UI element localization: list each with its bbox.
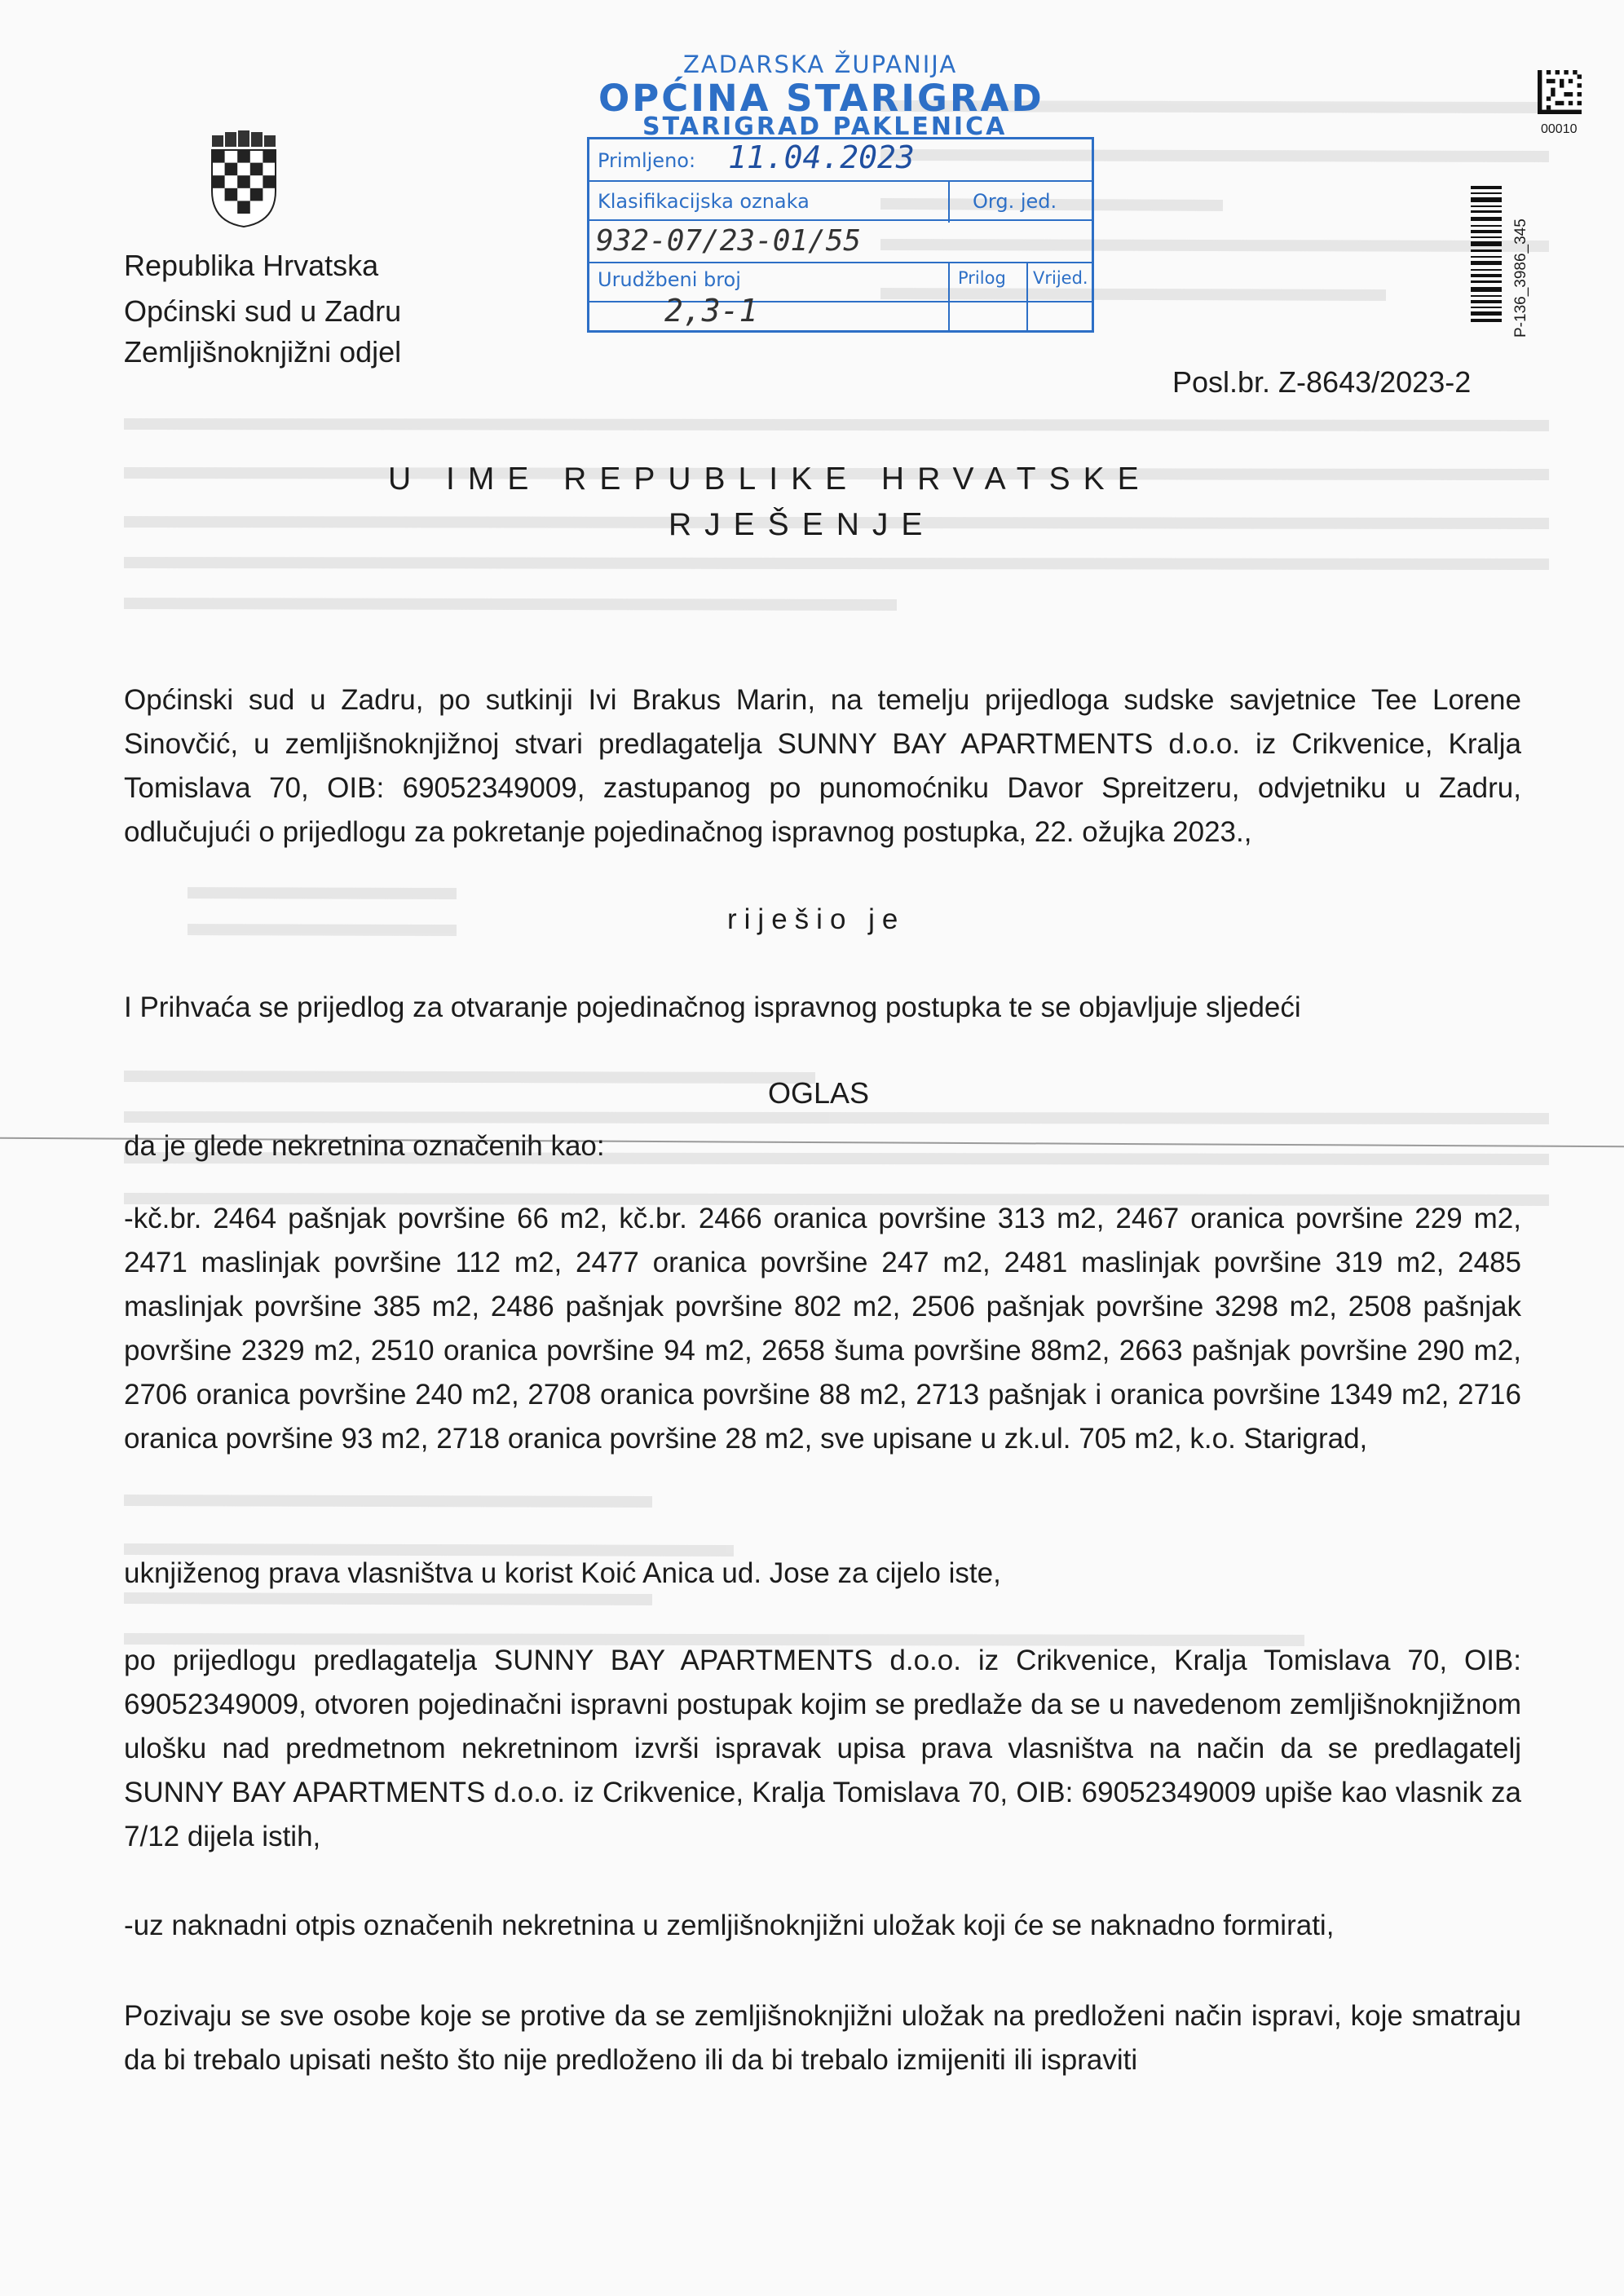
stamp-received-label: Primljeno: (598, 149, 696, 172)
stamp-org-label: Org. jed. (973, 190, 1057, 213)
ruling-line: riješio je (727, 903, 906, 935)
stamp-classification-value: 932-07/23-01/55 (596, 224, 862, 258)
parcel-list: -kč.br. 2464 pašnjak površine 66 m2, kč.br. 2466 oranica površine 313 m2, 2467 oranica površine 229 m2, 2471 maslinjak površine 112 m2, 2477 oranica površine 247 m2, 2481 maslinjak površine 319 m2, 2485 maslinjak površine 385 m2, 2486 pašnjak površine 802 m2, 2506 pašnjak površine 3298 m2, 2508 pašnjak površine 2329 m2, 2510 oranica površine 94 m2, 2658 šuma površine 88m2, 2663 pašnjak površine 290 m2, 2706 oranica površine 240 m2, 2708 oranica površine 88 m2, 2713 pašnjak i oranica površine 1349 m2, 2716 oranica površine 93 m2, 2718 oranica površine 28 m2, sve upisane u zk.ul. 705 m2, k.o. Starigrad, (124, 1203, 1521, 1455)
barcode-reference: P-136_3986_345 (1512, 219, 1529, 338)
document-subheading: RJEŠENJE (669, 507, 936, 542)
stamp-value-label: Vrijed. (1033, 268, 1088, 288)
stamp-registry-label: Urudžbeni broj (598, 268, 741, 291)
croatian-coat-of-arms-icon (210, 130, 277, 228)
datamatrix-code-icon (1538, 70, 1582, 114)
intro-paragraph: Općinski sud u Zadru, po sutkinji Ivi Brakus Marin, na temelju prijedloga sudske savjetnice Tee Lorene Sinovčić, u zemljišnoknjižnoj stvari predlagatelja SUNNY BAY APARTMENTS d.o.o. iz Crikvenice, Kralja Tomislava 70, OIB: 69052349009, zastupanog po punomoćniku Davor Spreitzeru, odvjetniku u Zadru, odlučujući o prijedlogu za pokretanje pojedinačnog ispravnog postupka, 22. ožujka 2023., (124, 684, 1521, 848)
notice-title: OGLAS (768, 1076, 870, 1110)
proposal-paragraph: po prijedlogu predlagatelja SUNNY BAY APARTMENTS d.o.o. iz Crikvenice, Kralja Tomislava 70, OIB: 69052349009, otvoren pojedinačni ispravni postupak kojim se predlaže da se u navedenom zemljišnoknjižnom ulošku nad predmetnom nekretninom izvrši ispravak upisa prava vlasništva na način da se predlagatelj SUNNY BAY APARTMENTS d.o.o. iz Crikvenice, Kralja Tomislava 70, OIB: 69052349009 upiše kao vlasnik za 7/12 dijela istih, (124, 1645, 1521, 1852)
court-country: Republika Hrvatska (124, 249, 379, 282)
stamp-registry-value: 2,3-1 (664, 293, 758, 329)
document-heading: U IME REPUBLIKE HRVATSKE (388, 461, 1152, 497)
stamp-attachment-label: Prilog (958, 268, 1006, 288)
court-name: Općinski sud u Zadru (124, 294, 402, 328)
datamatrix-number: 00010 (1541, 122, 1578, 136)
stamp-box (587, 137, 1094, 333)
stamp-classification-label: Klasifikacijska oznaka (598, 190, 810, 213)
ownership-statement: uknjiženog prava vlasništva u korist Koić Anica ud. Jose za cijelo iste, (124, 1557, 1001, 1589)
invitation-paragraph: Pozivaju se sve osobe koje se protive da se zemljišnoknjižni uložak na predloženi način ispravi, koje smatraju da bi trebalo upisati nešto što nije predloženo ili da bi trebalo izmijeniti ili ispraviti (124, 2000, 1521, 2076)
stamp-municipality: OPĆINA STARIGRAD (598, 77, 1044, 120)
receipt-stamp (587, 47, 1101, 341)
writeoff-line: -uz naknadni otpis označenih nekretnina u zemljišnoknjižni uložak koji će se naknadno formirati, (124, 1910, 1335, 1941)
notice-intro: da je glede nekretnina označenih kao: (124, 1130, 605, 1162)
stamp-place: STARIGRAD PAKLENICA (642, 113, 1008, 141)
stamp-county: ZADARSKA ŽUPANIJA (683, 51, 958, 78)
court-department: Zemljišnoknjižni odjel (124, 335, 402, 369)
barcode-icon (1471, 186, 1502, 323)
case-number: Posl.br. Z-8643/2023-2 (1172, 365, 1472, 399)
stamp-received-date: 11.04.2023 (728, 139, 915, 175)
point-one: I Prihvaća se prijedlog za otvaranje pojedinačnog ispravnog postupka te se objavljuje sljedeći (124, 991, 1301, 1023)
